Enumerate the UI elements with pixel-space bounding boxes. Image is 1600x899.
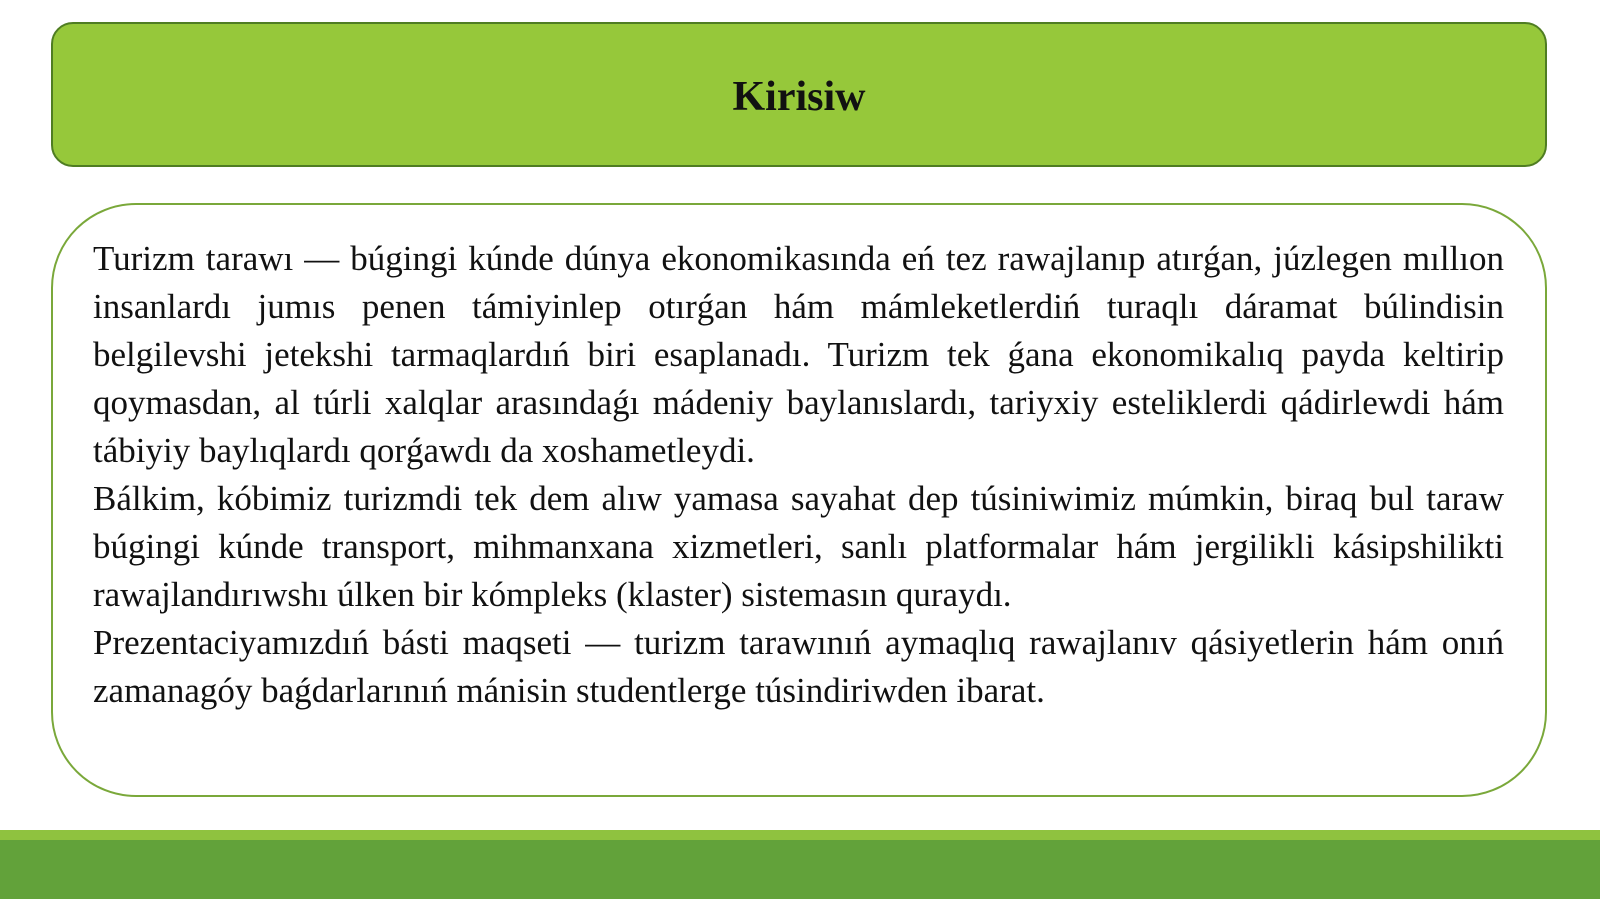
footer-bar xyxy=(0,840,1600,899)
paragraph-intro: Turizm tarawı — búgingi kúnde dúnya ekonomikasında eń tez rawajlanıp atırǵan, júzlegen mıllıon insanlardı jumıs penen támiyinlep otırǵan hám mámleketlerdiń turaqlı dáramat búlindisin belgilevshi jetekshi tarmaqlardıń biri esaplanadı. Turizm tek ǵana ekonomikalıq payda keltirip qoymasdan, al túrli xalqlar arasındaǵı mádeniy baylanıslardı, tariyxiy esteliklerdi qádirlewdi hám tábiyiy baylıqlardı qorǵawdı da xoshametleydi. xyxy=(93,239,1504,470)
paragraph-cluster: Bálkim, kóbimiz turizmdi tek dem alıw yamasa sayahat dep túsiniwimiz múmkin, biraq bul taraw búgingi kúnde transport, mihmanxana xizmetleri, sanlı platformalar hám jergilikli kásipshilikti rawajlandırıwshı úlken bir kómpleks (klaster) sistemasın quraydı. xyxy=(93,479,1504,614)
paragraph-goal: Prezentaciyamızdıń básti maqseti — turizm tarawınıń aymaqlıq rawajlanıv qásiyetlerin hám onıń zamanagóy baǵdarlarınıń mánisin studentlerge túsindiriwden ibarat. xyxy=(93,623,1504,710)
slide-title: Kirisiw xyxy=(732,73,866,120)
title-banner xyxy=(51,22,1547,167)
content-box xyxy=(51,203,1547,797)
footer-accent-stripe xyxy=(0,830,1600,840)
